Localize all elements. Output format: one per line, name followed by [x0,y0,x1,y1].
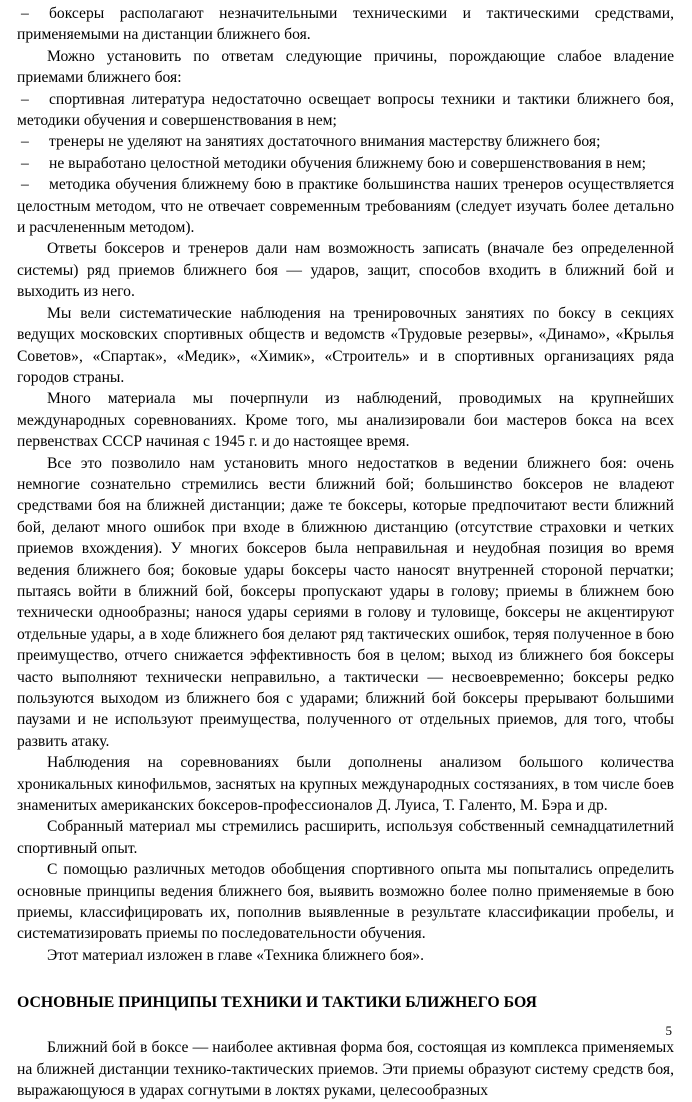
section-heading: ОСНОВНЫЕ ПРИНЦИПЫ ТЕХНИКИ И ТАКТИКИ БЛИЖНЕГО БОЯ [17,994,537,1012]
list-item-text: боксеры располагают незначительными техническими и тактическими средствами, применяемыми на дистанции ближнего боя. [17,5,674,44]
paragraph: Мы вели систематические наблюдения на тренировочных занятиях по боксу в секциях ведущих московских спортивных обществ и ведомств «Трудовые резервы», «Динамо», «Крылья Советов», «Спартак», «Медик», «Химик», «Строитель» и в спортивных организациях ряда городов страны. [17,304,674,386]
list-dash: – [21,154,29,172]
paragraph: Наблюдения на соревнованиях были дополнены анализом большого количества хроникальных кинофильмов, заснятых на крупных международных состязаниях, в том числе боев знаменитых американских боксеров-профессионалов Д. Луиса, Т. Галенто, М. Бэра и др. [17,754,674,815]
list-item [17,89,674,132]
paragraph: С помощью различных методов обобщения спортивного опыта мы попытались определить основные принципы ведения ближнего боя, выявить возможно более полно применяемые в бою приемы, классифицировать их, пополнив выявленные в результате классификации пробелы, и систематизировать приемы по последовательности обучения. [17,861,674,943]
paragraph: Этот материал изложен в главе «Техника ближнего боя». [47,946,424,964]
list-dash: – [21,133,29,151]
list-dash: – [21,5,29,22]
list-item [17,131,674,152]
list-item [17,174,674,238]
paragraph: Можно установить по ответам следующие причины, порождающие слабое владение приемами ближнего боя: [17,47,674,87]
paragraph: Ближний бой в боксе — наиболее активная форма боя, состоящая из комплекса применяемых на ближней дистанции технико-тактических приемов. Эти приемы образуют систему средств боя, выражающуюся в ударах согнутыми в локтях руками, целесообразных [17,1039,674,1100]
list-item-text: не выработано целостной методики обучения ближнему бою и совершенствования в нем; [49,154,647,172]
document-page [17,3,674,1102]
paragraph: Собранный материал мы стремились расширить, используя собственный семнадцатилетний спортивный опыт. [17,818,674,857]
list-dash: – [21,90,29,108]
paragraph: Все это позволило нам установить много недостатков в ведении ближнего боя: очень немногие сознательно стремились вести ближний бой; большинство боксеров не владеют средствами боя на ближней дистанции; даже те боксеры, которые предпочитают вести ближний бой, делают много ошибок при входе в ближнюю дистанцию (отсутствие страховки и четких приемов вхождения). У многих боксеров была неправильная и неудобная позиция во время ведения ближнего боя; боковые удары боксеры часто наносят внутренней стороной перчатки; пытаясь войти в ближний бой, боксеры пропускают удары в голову; приемы в ближнем бою технически однообразны; нанося удары сериями в голову и туловище, боксеры не акцентируют отдельные удары, а в ходе ближнего боя делают ряд тактических ошибок, теряя полученное в бою преимущество, отчего снижается эффективность боя в целом; выход из ближнего боя боксеры часто выполняют технически неправильно, а тактически — несвоевременно; боксеры редко пользуются выходом из ближнего боя с ударами; ближний бой боксеры прерывают большими паузами и не используют преимущества, полученного от отдельных приемов, для того, чтобы развить атаку. [17,454,674,750]
page-number: 5 [665,1023,672,1038]
list-dash: – [21,176,29,194]
list-item [17,3,674,46]
list-item [17,153,674,174]
paragraph: Много материала мы почерпнули из наблюдений, проводимых на крупнейших международных соревнованиях. Кроме того, мы анализировали бои мастеров бокса на всех первенствах СССР начиная с 1945 г. и до настоящее время. [17,390,674,451]
list-item-text: спортивная литература недостаточно освещает вопросы техники и тактики ближнего боя, методики обучения и совершенствования в нем; [17,90,674,130]
paragraph: Ответы боксеров и тренеров дали нам возможность записать (вначале без определенной системы) ряд приемов ближнего боя — ударов, защит, способов входить в ближний бой и выходить из него. [17,240,674,301]
list-item-text: тренеры не уделяют на занятиях достаточного внимания мастерству ближнего боя; [49,133,601,151]
list-item-text: методика обучения ближнему бою в практике большинства наших тренеров осуществляется целостным методом, что не отвечает современным требованиям (следует изучать более детально и расчлененным методом). [17,176,674,237]
